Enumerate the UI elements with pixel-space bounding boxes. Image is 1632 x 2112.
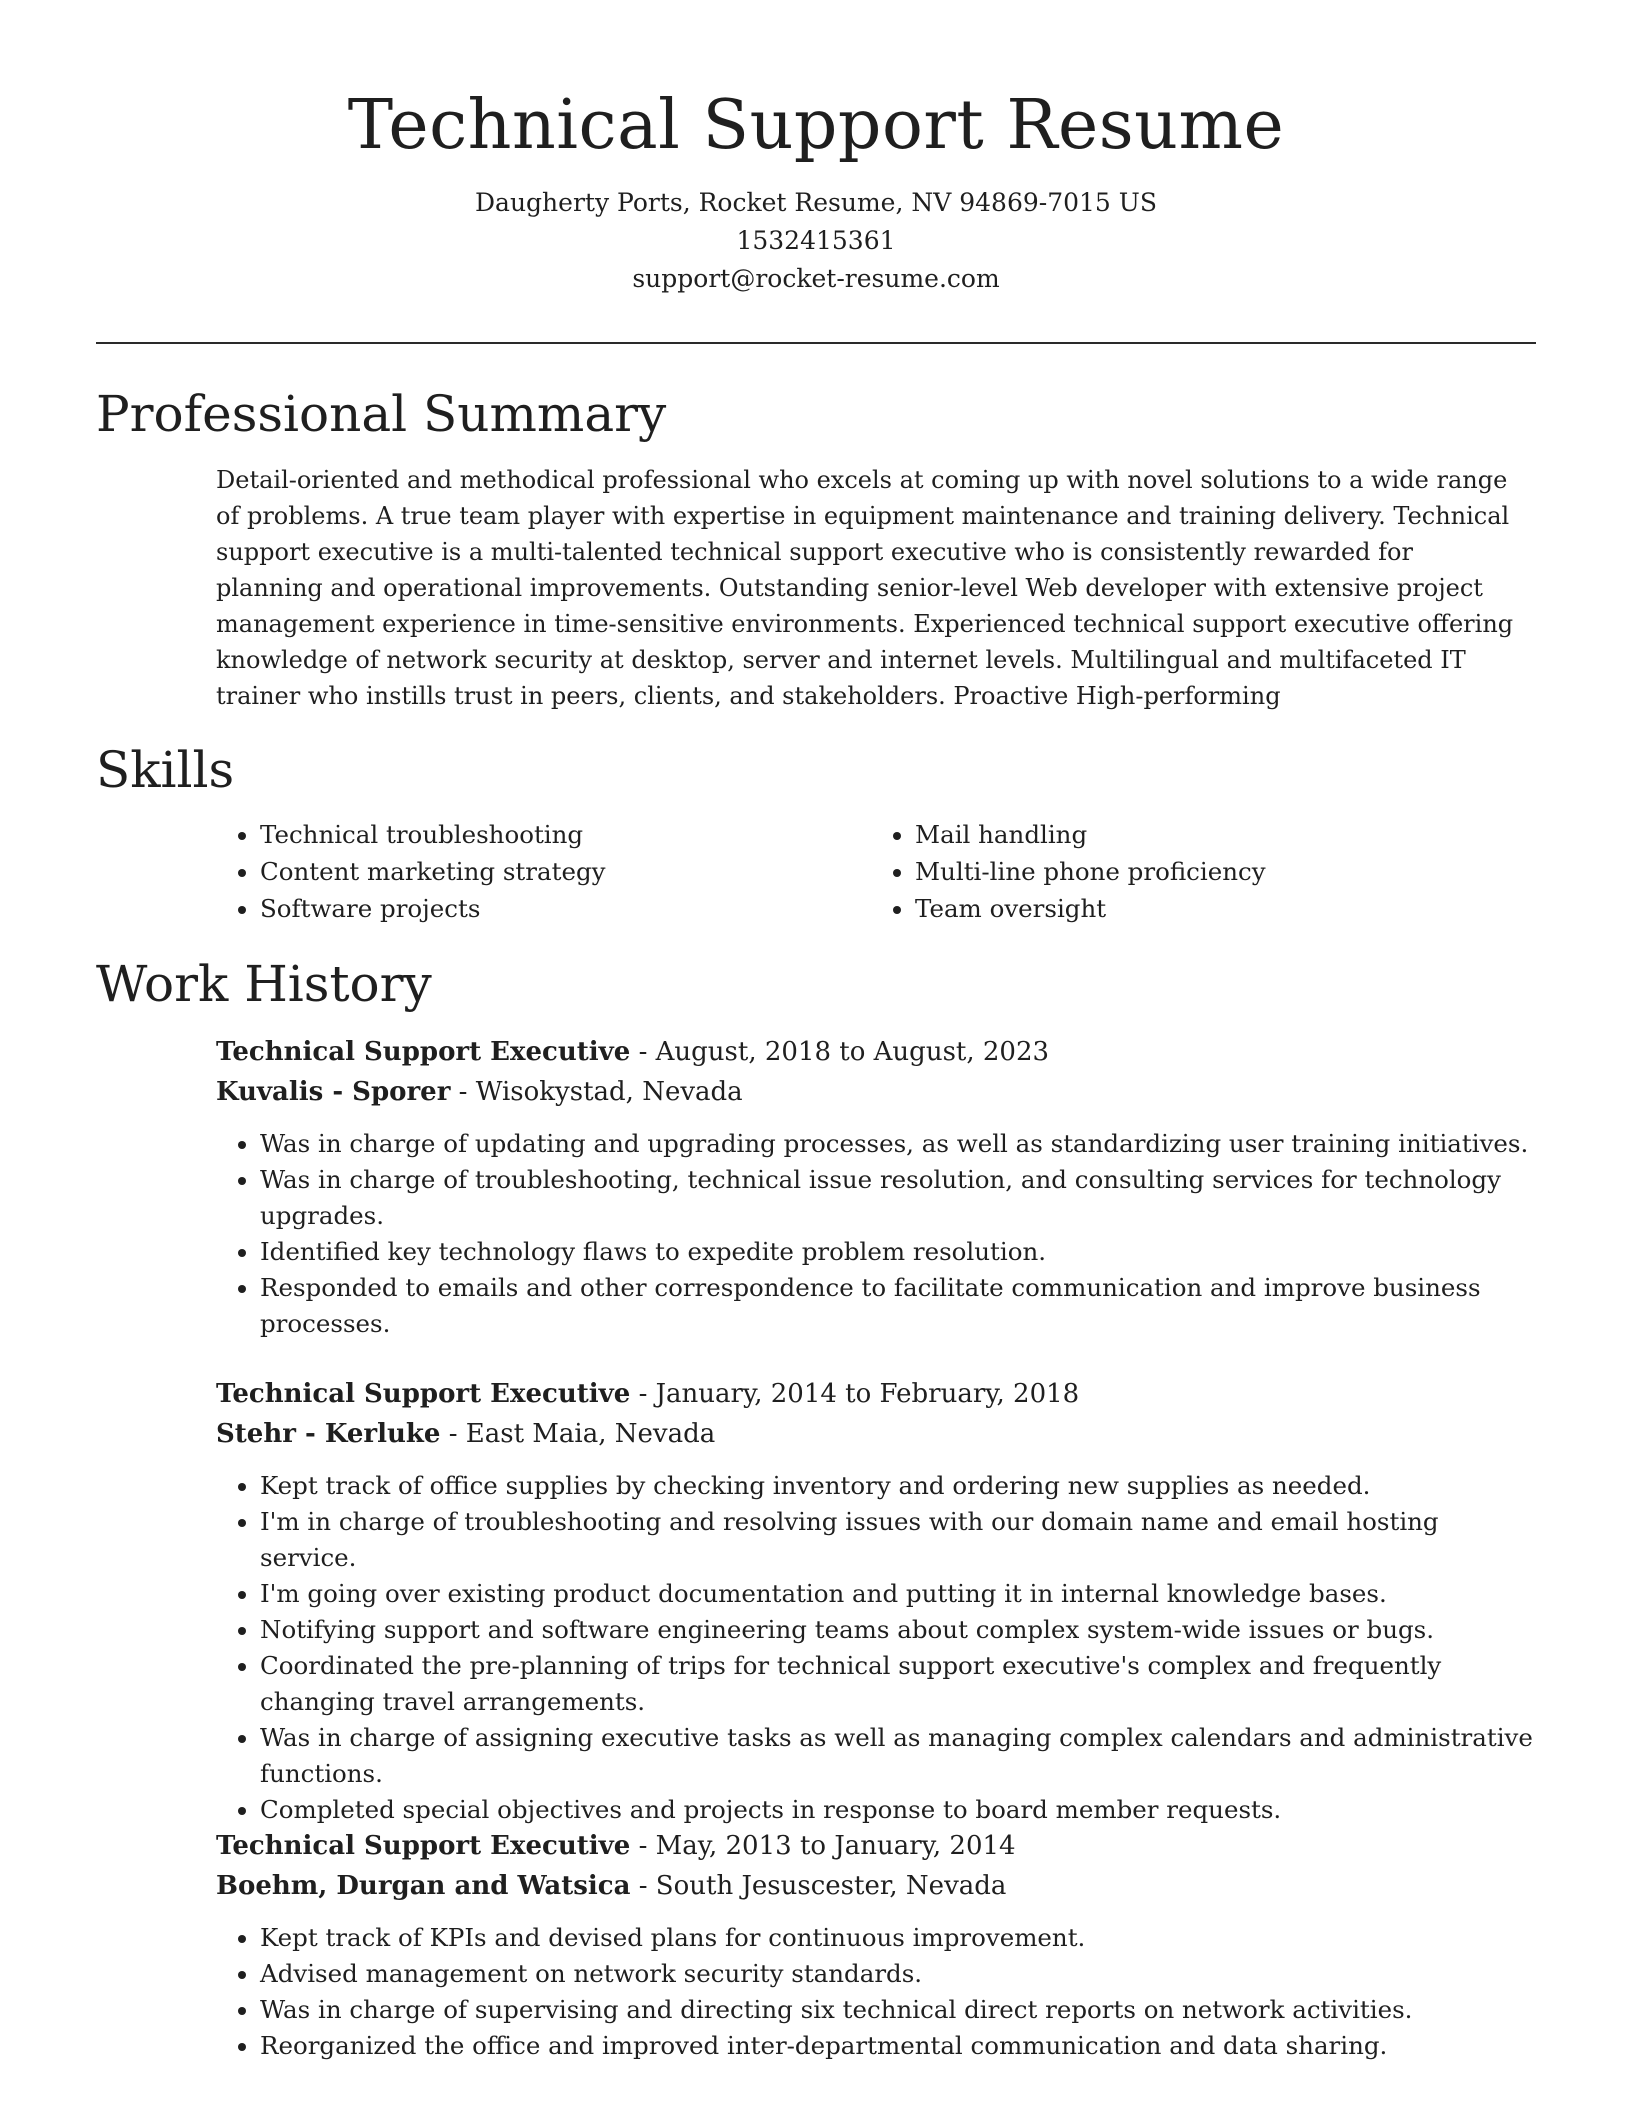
job-bullet: • Was in charge of assigning executive tasks as well as managing complex calendars and administrative functions. [260,1720,1536,1792]
job-company-line [216,1072,1536,1112]
header-divider [96,342,1536,344]
job-title-line [216,1826,1536,1866]
job-bullet: • I'm in charge of troubleshooting and resolving issues with our domain name and email hosting service. [260,1504,1536,1576]
job-bullet: • Kept track of office supplies by checking inventory and ordering new supplies as needed. [260,1468,1536,1504]
job-company: Kuvalis - Sporer [216,1077,451,1107]
job-entry [216,1374,1536,1828]
job-entry [216,1826,1536,2064]
skill-item: • Technical troubleshooting [260,816,871,853]
job-location: - East Maia, Nevada [440,1419,716,1449]
job-bullet: • Coordinated the pre-planning of trips for technical support executive's complex and frequently changing travel arrangements. [260,1648,1536,1720]
job-dates: - May, 2013 to January, 2014 [630,1831,1016,1861]
job-bullets [216,1126,1536,1342]
skills-column-right [871,816,1526,927]
job-title-line [216,1374,1536,1414]
skill-item: • Software projects [260,890,871,927]
skill-item: • Team oversight [915,890,1526,927]
skill-item: • Content marketing strategy [260,853,871,890]
job-dates: - January, 2014 to February, 2018 [630,1379,1080,1409]
job-location: - South Jesuscester, Nevada [630,1871,1007,1901]
job-dates: - August, 2018 to August, 2023 [630,1037,1050,1067]
job-bullet: • Completed special objectives and projects in response to board member requests. [260,1792,1536,1828]
job-bullet: • Responded to emails and other correspondence to facilitate communication and improve business processes. [260,1270,1536,1342]
skill-item: • Mail handling [915,816,1526,853]
resume-header [96,78,1536,298]
job-title-line [216,1032,1536,1072]
job-title: Technical Support Executive [216,1831,631,1861]
job-bullets [216,1468,1536,1828]
job-location: - Wisokystad, Nevada [450,1077,743,1107]
job-title: Technical Support Executive [216,1379,631,1409]
job-bullet: • Advised management on network security standards. [260,1956,1536,1992]
resume-title: Technical Support Resume [347,86,1285,165]
job-title: Technical Support Executive [216,1037,631,1067]
skills-column-left [216,816,871,927]
work-history-heading: Work History [96,955,432,1013]
skill-item: • Multi-line phone proficiency [915,853,1526,890]
job-bullet: • Was in charge of updating and upgrading processes, as well as standardizing user training initiatives. [260,1126,1536,1162]
contact-email[interactable]: support@rocket-resume.com [632,264,1000,293]
job-bullet: • Notifying support and software engineering teams about complex system-wide issues or bugs. [260,1612,1536,1648]
contact-phone: 1532415361 [736,226,896,255]
job-bullets [216,1920,1536,2064]
job-company-line [216,1414,1536,1454]
summary-heading: Professional Summary [96,385,667,443]
job-bullet: • Was in charge of supervising and directing six technical direct reports on network activities. [260,1992,1536,2028]
contact-block [96,184,1536,298]
job-company: Boehm, Durgan and Watsica [216,1871,631,1901]
skills-list [216,816,1526,927]
job-company-line [216,1866,1536,1906]
job-bullet: • Was in charge of troubleshooting, technical issue resolution, and consulting services for technology upgrades. [260,1162,1536,1234]
job-bullet: • Reorganized the office and improved inter-departmental communication and data sharing. [260,2028,1536,2064]
job-bullet: • Kept track of KPIs and devised plans for continuous improvement. [260,1920,1536,1956]
job-company: Stehr - Kerluke [216,1419,441,1449]
skills-heading: Skills [96,741,235,799]
job-bullet: • I'm going over existing product documentation and putting it in internal knowledge bases. [260,1576,1536,1612]
summary-text: Detail-oriented and methodical professional who excels at coming up with novel solutions to a wide range of problems. A true team player with expertise in equipment maintenance and training delivery. Technical support executive is a multi-talented technical support executive who is consistently rewarded for planning and operational improvements. Outstanding senior-level Web developer with extensive project management experience in time-sensitive environments. Experienced technical support executive offering knowledge of network security at desktop, server and internet levels. Multilingual and multifaceted IT trainer who instills trust in peers, clients, and stakeholders. Proactive High-performing [216,466,1514,710]
job-bullet: • Identified key technology flaws to expedite problem resolution. [260,1234,1536,1270]
job-entry [216,1032,1536,1342]
contact-address: Daugherty Ports, Rocket Resume, NV 94869-7015 US [475,188,1157,217]
